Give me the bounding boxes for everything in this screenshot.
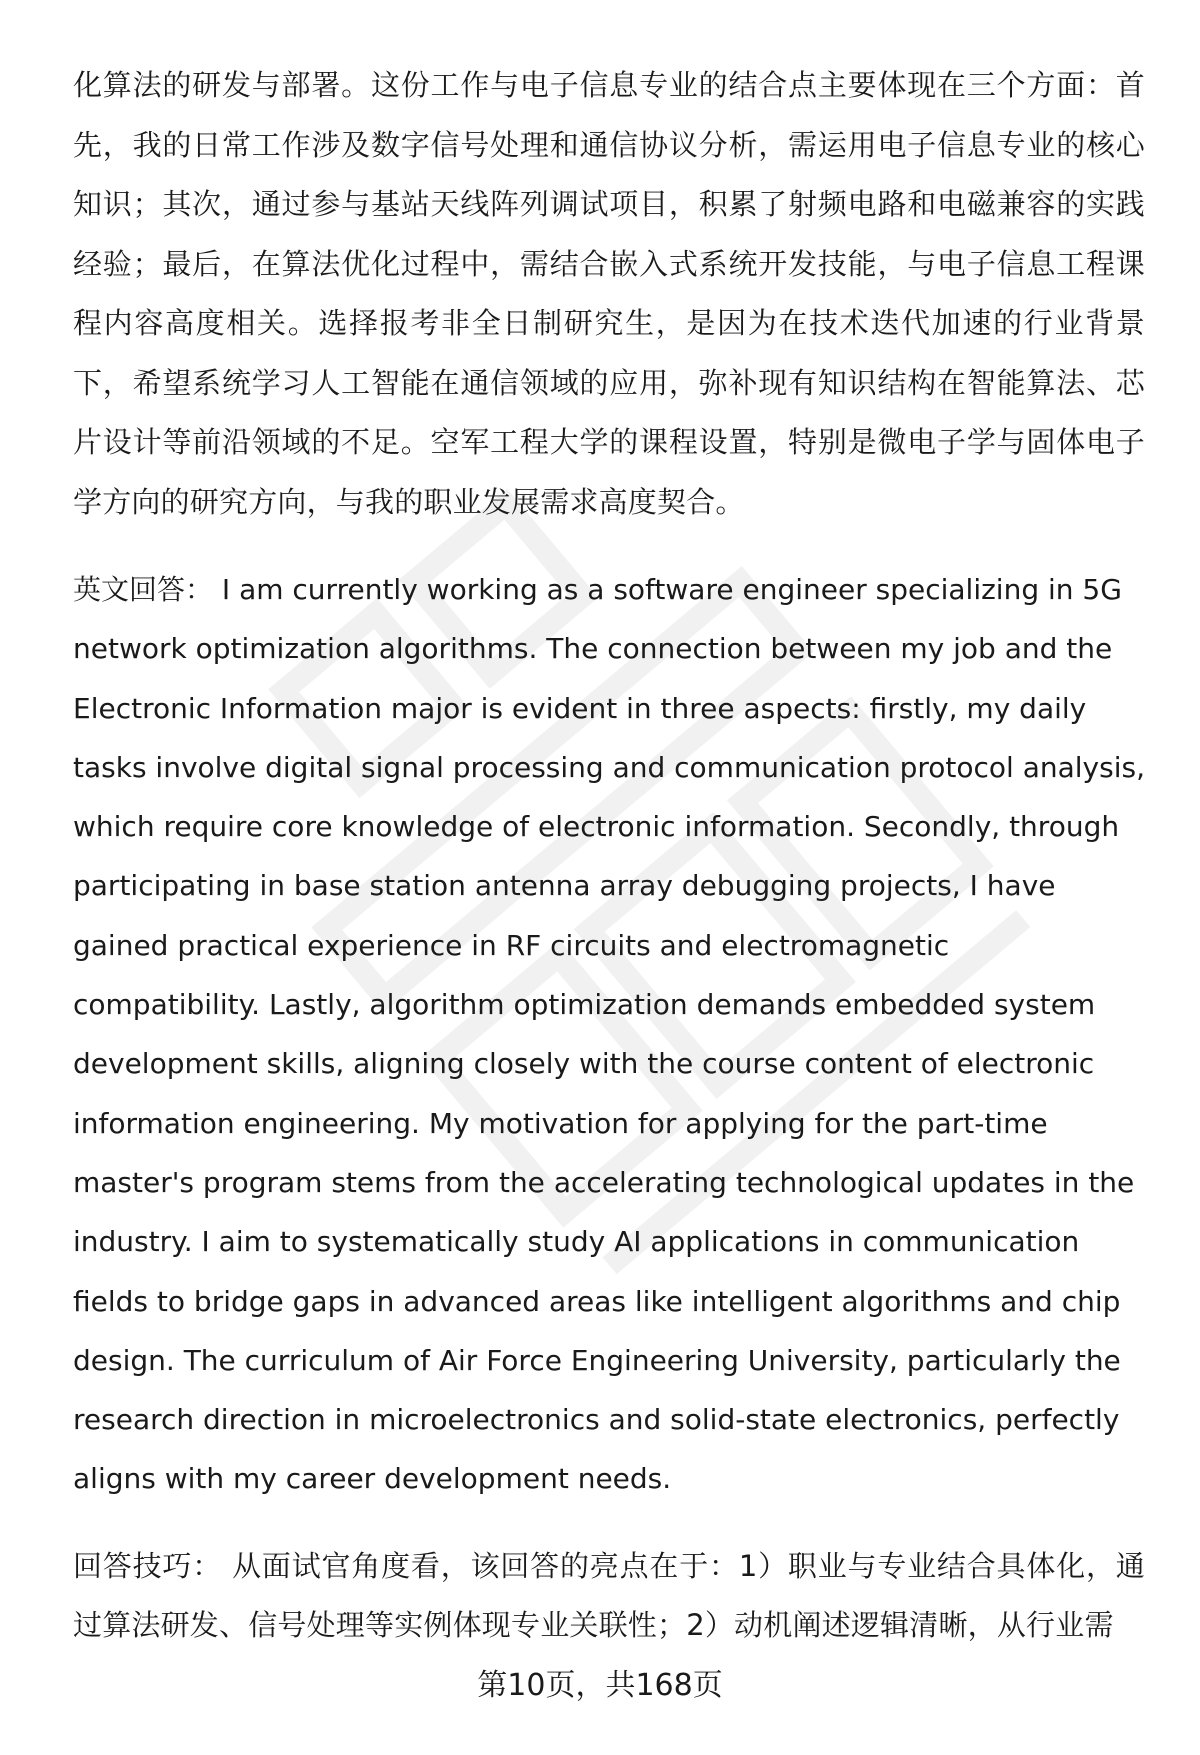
page-number-footer: 第10页，共168页	[477, 1668, 723, 1703]
paragraph-text: I am currently working as a software engineer specializing in 5G network optimization algorithms. The connection between my job and the Electronic Information major is evident in three aspects: firstly, my daily tasks involve digital signal processing and communication protocol analysis, which require core knowledge of electronic information. Secondly, through participating in base station antenna array debugging projects, I have gained practical experience in RF circuits and electromagnetic compatibility. Lastly, algorithm optimization demands embedded system development skills, aligning closely with the course content of electronic information engineering. My motivation for applying for the part-time master's program stems from the accelerating technological updates in the industry. I aim to systematically study AI applications in communication fields to bridge gaps in advanced areas like intelligent algorithms and chip design. The curriculum of Air Force Engineering University, particularly the research direction in microelectronics and solid-state electronics, perfectly aligns with my career development needs.	[73, 573, 1145, 1496]
paragraph-english-answer	[73, 560, 1145, 1509]
paragraph-label: 英文回答：	[73, 573, 214, 606]
paragraph-text: 从面试官角度看，该回答的亮点在于：1）职业与专业结合具体化，通过算法研发、信号处理等实例体现专业关联性；2）动机阐述逻辑清晰，从行业需	[73, 1548, 1145, 1643]
document-body	[73, 56, 1145, 1656]
paragraph-answer-tips	[73, 1537, 1145, 1656]
paragraph-text: 化算法的研发与部署。这份工作与电子信息专业的结合点主要体现在三个方面：首先，我的日常工作涉及数字信号处理和通信协议分析，需运用电子信息专业的核心知识；其次，通过参与基站天线阵列调试项目，积累了射频电路和电磁兼容的实践经验；最后，在算法优化过程中，需结合嵌入式系统开发技能，与电子信息工程课程内容高度相关。选择报考非全日制研究生，是因为在技术迭代加速的行业背景下，希望系统学习人工智能在通信领域的应用，弥补现有知识结构在智能算法、芯片设计等前沿领域的不足。空军工程大学的课程设置，特别是微电子学与固体电子学方向的研究方向，与我的职业发展需求高度契合。	[73, 68, 1145, 519]
paragraph-chinese-answer	[73, 56, 1145, 532]
paragraph-label: 回答技巧：	[73, 1548, 223, 1583]
